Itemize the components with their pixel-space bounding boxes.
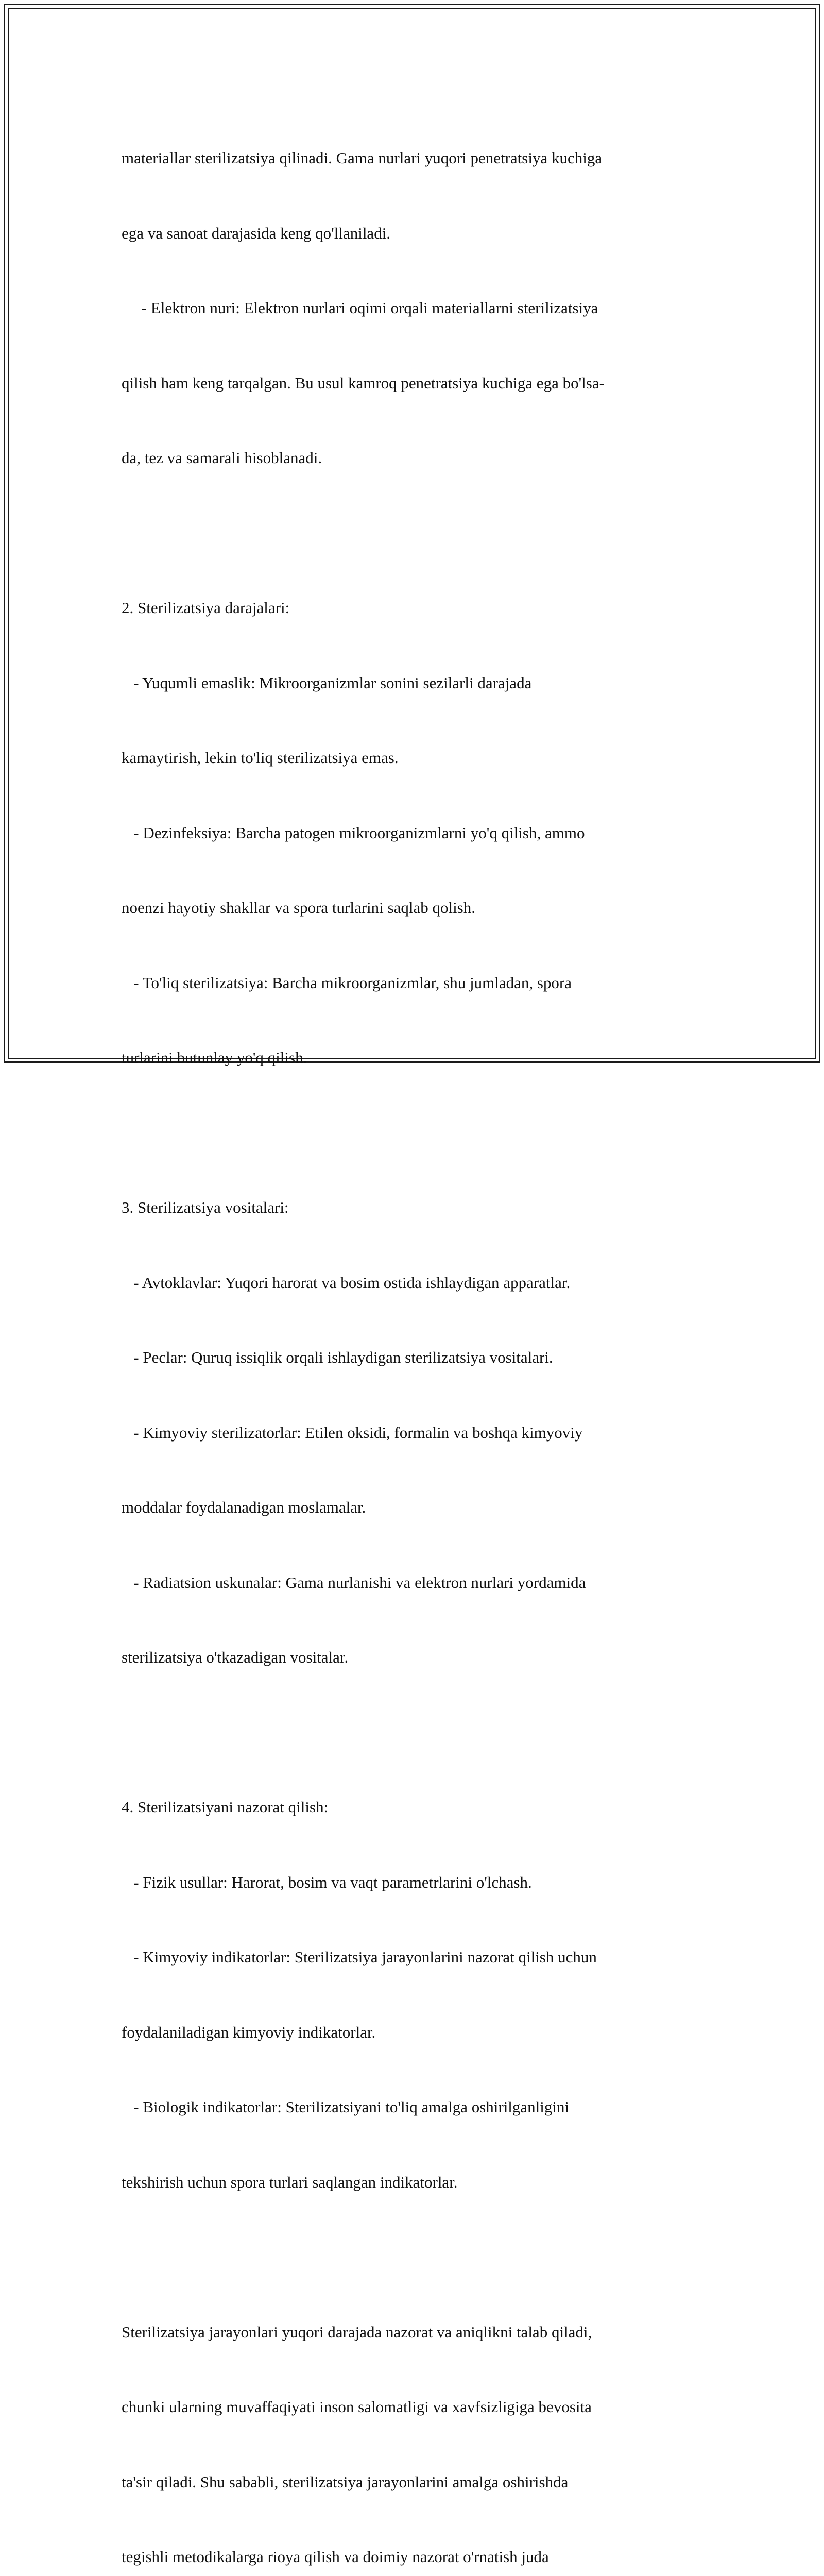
text-line: kamaytirish, lekin to'liq sterilizatsiya emas. [122,749,399,767]
text-line: foydalaniladigan kimyoviy indikatorlar. [122,2023,376,2041]
text-line: materiallar sterilizatsiya qilinadi. Gama nurlari yuqori penetratsiya kuchiga [122,149,603,167]
text-line: - Radiatsion uskunalar: Gama nurlanishi va elektron nurlari yordamida [122,1573,586,1591]
text-line: qilish ham keng tarqalgan. Bu usul kamroq penetratsiya kuchiga ega bo'lsa- [122,374,605,392]
blank-line [122,2245,703,2270]
text-line: tegishli metodikalarga rioya qilish va doimiy nazorat o'rnatish juda [122,2548,549,2566]
text-line: turlarini butunlay yo'q qilish. [122,1048,307,1066]
text-line: - Peclar: Quruq issiqlik orqali ishlaydigan sterilizatsiya vositalari. [122,1348,553,1366]
text-line: - Elektron nuri: Elektron nurlari oqimi orqali materiallarni sterilizatsiya [122,299,598,317]
text-line: tekshirish uchun spora turlari saqlangan indikatorlar. [122,2173,458,2191]
section-heading: 4. Sterilizatsiyani nazorat qilish: [122,1798,329,1816]
text-line: noenzi hayotiy shakllar va spora turlarini saqlab qolish. [122,899,475,917]
text-line: Sterilizatsiya jarayonlari yuqori darajada nazorat va aniqlikni talab qiladi, [122,2323,592,2341]
text-line: - Kimyoviy sterilizatorlar: Etilen oksidi, formalin va boshqa kimyoviy [122,1423,583,1442]
text-line: da, tez va samarali hisoblanadi. [122,449,322,467]
text-line: - Yuqumli emaslik: Mikroorganizmlar sonini sezilarli darajada [122,673,532,692]
text-line: - Dezinfeksiya: Barcha patogen mikroorganizmlarni yo'q qilish, ammo [122,823,585,842]
text-line: moddalar foydalanadigan moslamalar. [122,1498,366,1516]
text-line: - Fizik usullar: Harorat, bosim va vaqt parametrlarini o'lchash. [122,1873,532,1891]
text-line: ta'sir qiladi. Shu sababli, sterilizatsiya jarayonlarini amalga oshirishda [122,2472,569,2491]
blank-line [122,1121,703,1146]
text-line: ega va sanoat darajasida keng qo'llaniladi. [122,224,391,242]
text-line: - Kimyoviy indikatorlar: Sterilizatsiya jarayonlarini nazorat qilish uchun [122,1948,597,1966]
section-heading: 3. Sterilizatsiya vositalari: [122,1198,289,1216]
text-line: - Biologik indikatorlar: Sterilizatsiyani to'liq amalga oshirilganligini [122,2098,570,2116]
text-line: - To'liq sterilizatsiya: Barcha mikroorganizmlar, shu jumladan, spora [122,973,572,992]
text-line: chunki ularning muvaffaqiyati inson salomatligi va xavfsizligiga bevosita [122,2398,592,2416]
blank-line [122,521,703,546]
document-body [122,96,703,2576]
section-heading: 2. Sterilizatsiya darajalari: [122,599,290,617]
text-line: sterilizatsiya o'tkazadigan vositalar. [122,1648,349,1666]
blank-line [122,1720,703,1745]
text-line: - Avtoklavlar: Yuqori harorat va bosim ostida ishlaydigan apparatlar. [122,1273,571,1292]
